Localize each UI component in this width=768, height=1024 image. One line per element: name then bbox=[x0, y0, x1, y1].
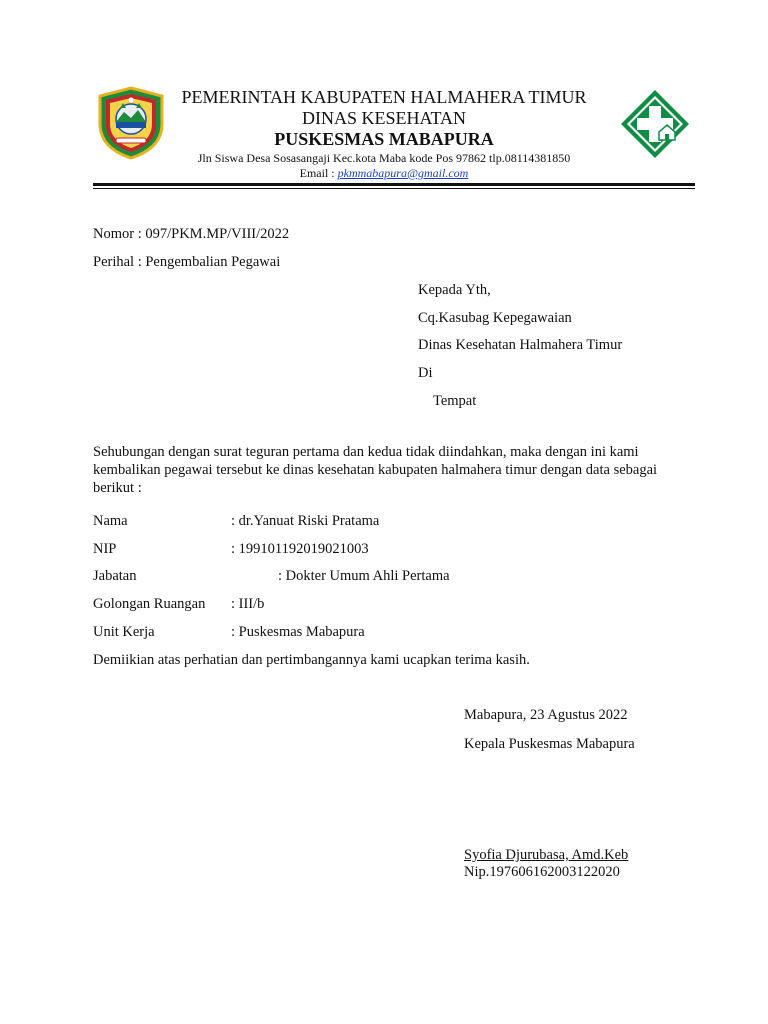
email-label: Email : bbox=[299, 166, 338, 180]
email-link[interactable]: pkmmabapura@gmail.com bbox=[337, 166, 469, 180]
letterhead-email-line bbox=[0, 166, 768, 181]
field-value-unit-kerja: : Puskesmas Mabapura bbox=[231, 624, 365, 640]
field-value-nama: : dr.Yanuat Riski Pratama bbox=[231, 513, 380, 529]
signature-title: Kepala Puskesmas Mabapura bbox=[464, 736, 635, 752]
field-label-golongan: Golongan Ruangan bbox=[93, 596, 206, 612]
signatory-name: Syofia Djurubasa, Amd.Keb bbox=[464, 847, 629, 863]
field-label-unit-kerja: Unit Kerja bbox=[93, 624, 155, 640]
letterhead-rule-thin bbox=[93, 188, 695, 189]
letter-subject: Perihal : Pengembalian Pegawai bbox=[93, 254, 281, 270]
field-value-nip: : 199101192019021003 bbox=[231, 541, 369, 557]
closing-sentence: Demiikian atas perhatian dan pertimbangannya kami ucapkan terima kasih. bbox=[93, 652, 530, 668]
signatory-nip: Nip.197606162003122020 bbox=[464, 864, 620, 880]
signature-place-date: Mabapura, 23 Agustus 2022 bbox=[464, 707, 628, 723]
field-value-golongan: : III/b bbox=[231, 596, 265, 612]
recipient-office: Dinas Kesehatan Halmahera Timur bbox=[418, 337, 623, 353]
field-label-jabatan: Jabatan bbox=[93, 568, 137, 584]
field-value-jabatan: : Dokter Umum Ahli Pertama bbox=[278, 568, 450, 584]
field-label-nama: Nama bbox=[93, 513, 128, 529]
recipient-salutation: Kepada Yth, bbox=[418, 282, 491, 298]
letterhead-rule-thick bbox=[93, 183, 695, 186]
letterhead-puskesmas-name: PUSKESMAS MABAPURA bbox=[274, 129, 494, 149]
recipient-attention: Cq.Kasubag Kepegawaian bbox=[418, 310, 572, 326]
letter-number: Nomor : 097/PKM.MP/VIII/2022 bbox=[93, 226, 290, 242]
letterhead-government-name: PEMERINTAH KABUPATEN HALMAHERA TIMUR bbox=[181, 87, 587, 107]
recipient-tempat: Tempat bbox=[433, 393, 477, 409]
letterhead-agency-name: DINAS KESEHATAN bbox=[301, 108, 467, 128]
field-label-nip: NIP bbox=[93, 541, 117, 557]
recipient-di: Di bbox=[418, 365, 433, 381]
body-paragraph: Sehubungan dengan surat teguran pertama dan kedua tidak diindahkan, maka dengan ini kami kembalikan pegawai tersebut ke dinas kesehatan kabupaten halmahera timur dengan data sebagai berikut : bbox=[93, 444, 658, 496]
letterhead-address: Jln Siswa Desa Sosasangaji Kec.kota Maba kode Pos 97862 tlp.08114381850 bbox=[197, 151, 571, 165]
